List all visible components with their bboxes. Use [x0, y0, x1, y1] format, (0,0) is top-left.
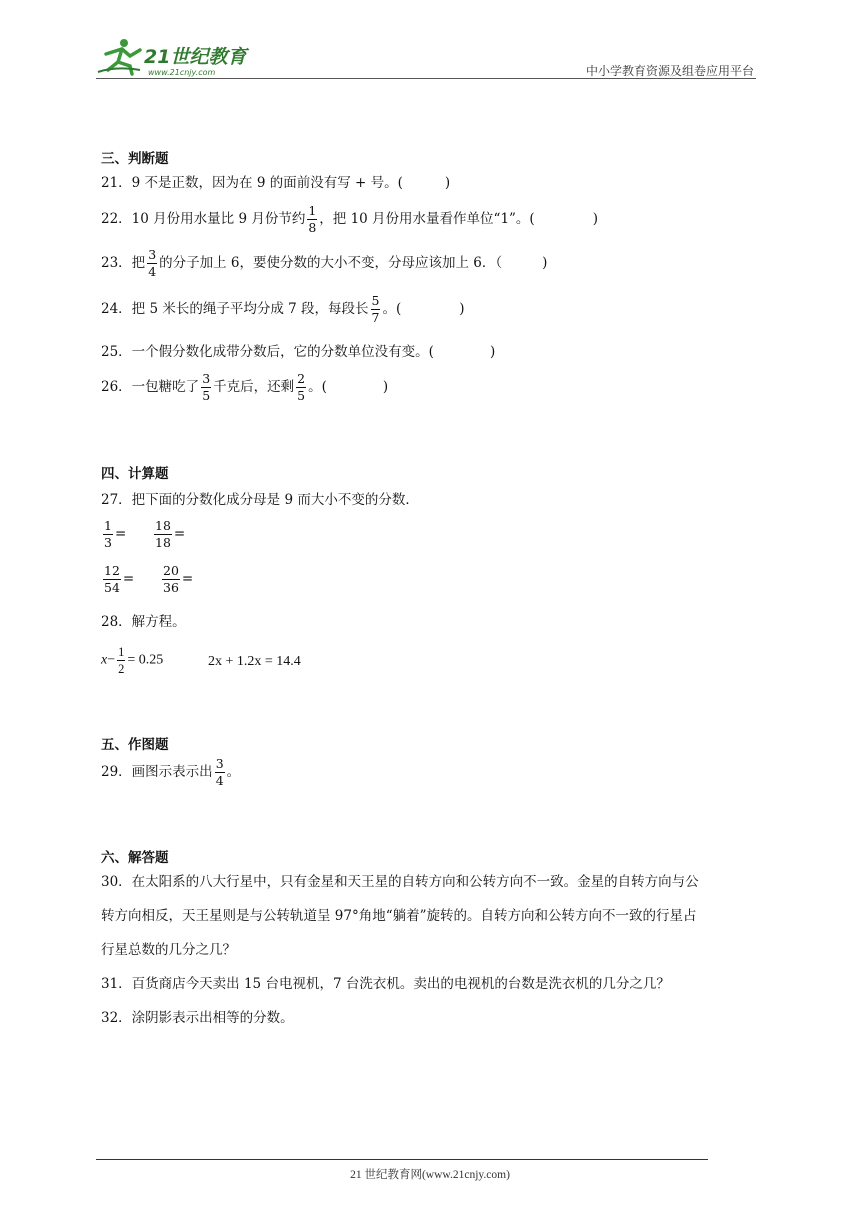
q22-close: ): [592, 211, 598, 227]
q28-equation-1: [101, 646, 163, 675]
question-23: [101, 249, 547, 278]
q22-num: 1: [308, 203, 317, 218]
q21-close: ): [444, 175, 451, 191]
q28-eq1-rhs: = 0.25: [127, 652, 164, 668]
header-divider: [96, 78, 756, 79]
q28-eq1-den: 2: [118, 661, 125, 676]
q26-text-b: 千克后，还剩: [213, 379, 295, 395]
q21-text: 21．9 不是正数，因为在 9 的面前没有写 + 号。(: [101, 175, 403, 191]
q23-num: 3: [148, 247, 157, 262]
q29-num: 3: [215, 756, 224, 771]
q29-den: 4: [215, 772, 224, 788]
q27-item1-num: 1: [104, 518, 112, 533]
q26-close: ): [382, 379, 389, 395]
q26-text-a: 26．一包糖吃了: [101, 379, 200, 395]
q27-item2-num: 18: [155, 518, 171, 533]
footer-text: 21 世纪教育网(www.21cnjy.com): [350, 1169, 510, 1181]
q26-den1: 5: [202, 387, 211, 403]
q28-eq1-num: 1: [118, 645, 125, 659]
q22-fraction: [307, 205, 317, 234]
q26-fraction-1: [201, 373, 211, 402]
q27-item4-eq: =: [181, 571, 194, 587]
q27-item4-den: 36: [163, 579, 179, 595]
q24-text-b: 。(: [382, 301, 402, 317]
question-26: [101, 373, 388, 402]
q28-eq1-fraction: [117, 646, 125, 675]
q27-item2-eq: =: [173, 526, 186, 542]
question-31: 31．百货商店今天卖出 15 台电视机，7 台洗衣机。卖出的电视机的台数是洗衣机的几分之几？: [101, 976, 670, 992]
q26-num2: 2: [297, 371, 306, 386]
q23-text-b: 的分子加上 6，要使分数的大小不变，分母应该加上 6．（: [159, 255, 503, 271]
q27-item1-fraction: [103, 520, 113, 549]
question-29: [101, 758, 240, 787]
q27-item1-eq: =: [114, 526, 127, 542]
q27-item3-fraction: [103, 565, 121, 594]
runner-icon: [98, 39, 140, 74]
q27-item3-eq: =: [122, 571, 135, 587]
q29-text-a: 29．画图示表示出: [101, 764, 213, 780]
question-30-line-1: 30．在太阳系的八大行星中，只有金星和天王星的自转方向和公转方向不一致。金星的自转方向与公: [101, 874, 699, 890]
question-24: [101, 295, 465, 324]
footer-divider: [96, 1159, 708, 1160]
q29-text-b: 。: [226, 764, 241, 780]
header-platform-text: 中小学教育资源及组卷应用平台: [585, 64, 754, 78]
q27-item-1: [101, 520, 126, 549]
section-title-calculation: 四、计算题: [101, 466, 169, 482]
question-27: 27．把下面的分数化成分母是 9 而大小不变的分数．: [101, 492, 419, 508]
site-logo: [96, 36, 256, 78]
q29-fraction: [215, 758, 225, 787]
q26-den2: 5: [297, 387, 306, 403]
q27-item3-den: 54: [104, 579, 120, 595]
q23-fraction: [147, 249, 157, 278]
q27-item2-den: 18: [155, 534, 171, 550]
q27-item2-fraction: [154, 520, 172, 549]
question-22: [101, 205, 598, 234]
q22-den: 8: [308, 219, 317, 235]
section-title-judgement: 三、判断题: [101, 151, 169, 167]
question-25: [101, 343, 495, 361]
q27-item3-num: 12: [104, 563, 120, 578]
q25-text: 25．一个假分数化成带分数后，它的分数单位没有变。(: [101, 344, 434, 360]
q27-item-3: [101, 565, 134, 594]
q26-fraction-2: [296, 373, 306, 402]
q24-fraction: [371, 295, 381, 324]
q22-text-a: 22．10 月份用水量比 9 月份节约: [101, 211, 306, 227]
q27-item4-fraction: [162, 565, 180, 594]
q23-text-a: 23．把: [101, 255, 146, 271]
q27-item1-den: 3: [104, 534, 112, 550]
q26-text-c: 。(: [308, 379, 327, 395]
q27-item-2: [152, 520, 185, 549]
q28-equation-2: 2x + 1.2x = 14.4: [208, 654, 301, 669]
q24-close: ): [459, 301, 465, 317]
q26-num1: 3: [202, 371, 211, 386]
q25-close: ): [489, 344, 496, 360]
section-title-drawing: 五、作图题: [101, 737, 169, 753]
section-title-solutions: 六、解答题: [101, 850, 169, 866]
logo-url: www.21cnjy.com: [148, 68, 216, 77]
question-28: 28．解方程。: [101, 614, 186, 630]
q22-text-b: ，把 10 月份用水量看作单位“1”。(: [319, 211, 535, 227]
logo-text: 21世纪教育: [144, 46, 247, 68]
q24-den: 7: [371, 309, 380, 325]
q28-eq1-var: x: [101, 652, 108, 668]
q23-close: ): [542, 255, 548, 271]
question-21: [101, 174, 450, 192]
q24-text-a: 24．把 5 米长的绳子平均分成 7 段，每段长: [101, 301, 369, 317]
question-30-line-2: 转方向相反，天王星则是与公转轨道呈 97°角地“躺着”旋转的。自转方向和公转方向不一致的行星占: [101, 908, 697, 924]
question-32: 32．涂阴影表示出相等的分数。: [101, 1010, 294, 1026]
q23-den: 4: [148, 263, 157, 279]
q24-num: 5: [371, 293, 380, 308]
q28-eq1-minus: −: [107, 652, 116, 668]
q27-item4-num: 20: [163, 563, 179, 578]
question-30-line-3: 行星总数的几分之几？: [101, 942, 236, 958]
q27-item-4: [160, 565, 193, 594]
